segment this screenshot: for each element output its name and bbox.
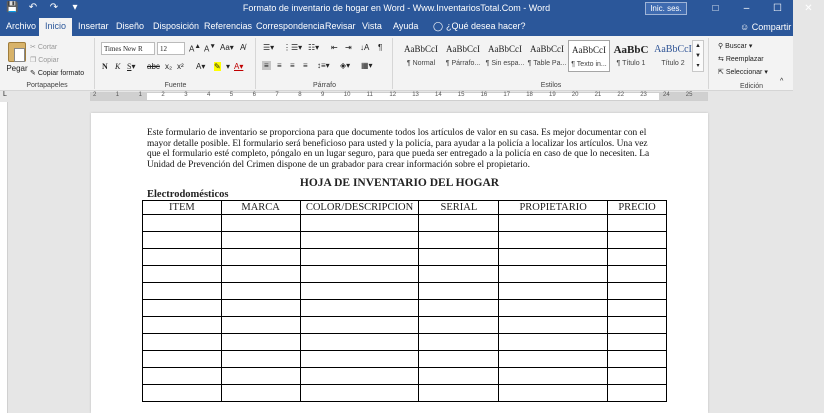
style-titulo-2[interactable]: AaBbCcI Título 2 [654,44,692,67]
styles-scroll[interactable] [692,40,704,72]
table-cell[interactable] [300,249,419,266]
table-cell[interactable] [499,300,608,317]
ruler-number: 25 [685,92,693,98]
column-header-item[interactable]: ITEM [143,201,222,215]
tab-referencias[interactable]: Referencias [204,21,253,31]
table-cell[interactable] [608,266,667,283]
tab-selector-icon[interactable]: L [3,91,7,98]
ruler-number: 2 [161,92,165,98]
table-cell[interactable] [300,317,419,334]
grow-font-icon[interactable]: A▲ [189,43,201,54]
table-cell[interactable] [143,232,222,249]
search-icon: ⚲ [718,43,726,50]
strikethrough-icon[interactable]: abc [147,62,160,71]
table-cell[interactable] [143,215,222,232]
table-cell[interactable] [499,232,608,249]
italic-icon[interactable]: K [115,62,121,71]
table-cell[interactable] [608,249,667,266]
chevron-down-icon[interactable]: ▼ [695,53,701,59]
redo-icon[interactable]: ↷ [49,2,59,13]
table-cell[interactable] [300,385,419,402]
table-cell[interactable] [221,232,300,249]
close-button[interactable]: ✕ [804,3,813,14]
intro-paragraph[interactable]: Este formulario de inventario se proporciona para que documente todos los artículos de valor en su casa. Es mejor documentar con el mayor detalle posible. El formulario será beneficioso para usted y la policía, para ayudar a la policía a localizar los artículos. Una vez que el formulario esté completo, póngalo en un lugar seguro, para que pueda ser entregado a la policía en caso de que lo necesiten. La Unidad de Prevención del Crimen dispone de un grabador para crear información sobre el propietario. [147,128,650,170]
table-cell[interactable] [221,215,300,232]
table-row [143,266,667,283]
ruler-number: 17 [503,92,511,98]
bold-icon[interactable]: N [102,62,108,71]
editing-group [718,40,768,79]
share-button[interactable]: ☺ Compartir [740,22,792,32]
table-row [143,317,667,334]
find-button[interactable]: ⚲ Buscar ▾ [718,43,753,50]
save-icon[interactable]: 💾 [6,2,19,13]
table-cell[interactable] [221,368,300,385]
underline-icon[interactable]: S▾ [127,62,136,71]
table-cell[interactable] [143,266,222,283]
style-table-paragraph[interactable]: AaBbCcI ¶ Table Pa... [527,44,567,67]
table-cell[interactable] [143,300,222,317]
table-row [143,300,667,317]
table-cell[interactable] [143,368,222,385]
table-cell[interactable] [499,368,608,385]
table-cell[interactable] [300,215,419,232]
numbering-icon[interactable]: ⋮☰▾ [283,43,303,52]
highlight-dropdown-icon[interactable]: ▾ [226,62,231,71]
ruler-number: 5 [229,92,234,98]
shrink-font-icon[interactable]: A▼ [204,43,216,54]
borders-icon[interactable]: ▦▾ [361,61,373,70]
highlight-icon[interactable]: ✎ [214,62,221,71]
table-cell[interactable] [300,283,419,300]
clear-formatting-icon[interactable]: A̸ [240,43,246,52]
table-cell[interactable] [221,385,300,402]
vertical-ruler[interactable] [0,102,8,413]
paste-button[interactable]: Pegar [6,42,28,73]
paragraph-group [257,38,393,89]
table-cell[interactable] [221,249,300,266]
table-cell[interactable] [221,317,300,334]
table-cell[interactable] [419,283,499,300]
table-cell[interactable] [221,300,300,317]
subscript-icon[interactable]: x₂ [165,62,173,71]
table-cell[interactable] [300,300,419,317]
sign-in-button[interactable]: Inic. ses. [645,2,687,15]
table-cell[interactable] [499,215,608,232]
tab-revisar[interactable]: Revisar [325,21,356,31]
table-cell[interactable] [300,266,419,283]
replace-button[interactable]: ⇆ Reemplazar [718,56,764,63]
table-cell[interactable] [499,351,608,368]
table-cell[interactable] [419,334,499,351]
editing-group-label: Edición [740,83,763,90]
shading-icon[interactable]: ◈▾ [340,61,351,70]
column-header-precio[interactable]: PRECIO [608,201,667,215]
table-cell[interactable] [221,283,300,300]
table-header-row [143,201,667,215]
table-cell[interactable] [419,317,499,334]
table-cell[interactable] [300,368,419,385]
decrease-indent-icon[interactable]: ⇤ [331,43,338,52]
document-page[interactable] [91,113,708,413]
clipboard-group-label: Portapapeles [26,82,68,89]
person-icon: ☺ [740,22,752,32]
table-cell[interactable] [419,249,499,266]
tab-correspondencia[interactable]: Correspondencia [256,21,325,31]
table-cell[interactable] [143,351,222,368]
ruler-number: 16 [480,92,488,98]
ruler-number: 19 [549,92,556,98]
section-heading[interactable]: Electrodomésticos [147,189,229,200]
multilevel-list-icon[interactable]: ☷▾ [308,43,320,52]
table-cell[interactable] [143,334,222,351]
replace-icon: ⇆ [718,56,726,63]
table-cell[interactable] [419,351,499,368]
justify-icon[interactable]: ≡ [303,61,308,70]
font-size-box[interactable]: 12 [157,42,185,55]
cursor-icon: ⇱ [718,69,726,76]
table-row [143,283,667,300]
horizontal-ruler[interactable] [90,92,708,101]
styles-gallery [400,40,706,72]
paragraph-group-label: Párrafo [313,82,336,89]
clipboard-group [0,38,95,89]
tab-diseno[interactable]: Diseño [116,21,145,31]
ruler-number: 7 [275,92,279,98]
ribbon-tabs [0,18,793,36]
ruler-number: 23 [640,92,647,98]
ribbon-display-options-icon[interactable]: □ [712,3,719,14]
ruler-number: 11 [366,92,373,98]
text-effects-icon[interactable]: A▾ [196,62,206,71]
cut-button[interactable]: ✂ Cortar [30,44,58,51]
style-normal[interactable]: AaBbCcI ¶ Normal [404,44,438,67]
change-case-icon[interactable]: Aa▾ [220,43,234,52]
clipboard-icon [8,42,26,62]
table-cell[interactable] [419,232,499,249]
table-cell[interactable] [499,283,608,300]
font-color-icon[interactable]: A▾ [234,62,244,71]
table-row [143,368,667,385]
table-cell[interactable] [419,385,499,402]
copy-button[interactable]: ❐ Copiar [30,57,59,64]
tab-inicio[interactable]: Inicio [39,18,72,36]
ruler-number: 1 [115,92,120,98]
column-header-propietario[interactable]: PROPIETARIO [499,201,608,215]
table-cell[interactable] [499,385,608,402]
maximize-button[interactable]: ☐ [773,3,782,14]
table-cell[interactable] [499,317,608,334]
show-marks-icon[interactable]: ¶ [378,43,383,52]
chevron-up-icon[interactable]: ▲ [695,43,701,49]
format-painter-button[interactable]: ✎ Copiar formato [30,70,85,77]
ruler-number: 8 [298,92,302,98]
table-cell[interactable] [419,300,499,317]
document-heading[interactable]: HOJA DE INVENTARIO DEL HOGAR [299,177,500,189]
tab-insertar[interactable]: Insertar [78,21,109,31]
table-cell[interactable] [143,249,222,266]
ruler-number: 12 [389,92,397,98]
table-cell[interactable] [143,283,222,300]
sort-icon[interactable]: ↓A [360,43,370,52]
table-cell[interactable] [221,266,300,283]
font-group-label: Fuente [164,82,187,89]
table-cell[interactable] [143,385,222,402]
column-header-marca[interactable]: MARCA [221,201,300,215]
font-name-box[interactable]: Times New R [101,42,155,55]
ruler-number: 3 [184,92,188,98]
table-cell[interactable] [499,334,608,351]
ruler-number: 10 [343,92,351,98]
style-texto-independiente[interactable]: AaBbCcI ¶ Texto in... [568,40,610,72]
horizontal-ruler-row [0,91,793,102]
table-cell[interactable] [499,249,608,266]
ruler-number: 20 [571,92,579,98]
ruler-number: 22 [617,92,625,98]
minimize-button[interactable]: – [743,3,750,14]
ruler-number: 15 [457,92,465,98]
font-group [96,38,256,89]
table-cell[interactable] [419,266,499,283]
table-cell[interactable] [608,385,667,402]
line-spacing-icon[interactable]: ↕≡▾ [317,61,330,70]
lightbulb-icon: ◯ [433,21,444,31]
table-cell[interactable] [608,300,667,317]
table-cell[interactable] [608,215,667,232]
style-titulo-1[interactable]: AaBbC ¶ Título 1 [613,44,649,67]
tab-disposicion[interactable]: Disposición [153,21,200,31]
table-cell[interactable] [608,351,667,368]
superscript-icon[interactable]: x² [177,62,184,71]
table-cell[interactable] [608,317,667,334]
ruler-number: 13 [412,92,419,98]
table-cell[interactable] [608,283,667,300]
undo-icon[interactable]: ↶ [28,2,38,13]
ruler-number: 2 [93,92,97,98]
ruler-number: 24 [663,92,670,98]
table-cell[interactable] [221,351,300,368]
table-cell[interactable] [608,334,667,351]
tab-ayuda[interactable]: Ayuda [393,21,419,31]
tell-me-box[interactable]: ¿Qué desea hacer? [446,21,526,31]
table-cell[interactable] [419,215,499,232]
table-cell[interactable] [300,351,419,368]
align-center-icon[interactable]: ≡ [277,61,282,70]
ruler-number: 18 [526,92,533,98]
column-header-color-descripcion[interactable]: COLOR/DESCRIPCION [300,201,419,215]
table-cell[interactable] [608,232,667,249]
table-row [143,385,667,402]
collapse-ribbon-icon[interactable]: ^ [780,78,784,85]
ruler-number: 6 [252,92,256,98]
tab-archivo[interactable]: Archivo [6,21,37,31]
ribbon [0,36,793,91]
more-styles-icon[interactable]: ▾ [696,63,700,69]
column-header-serial[interactable]: SERIAL [419,201,499,215]
styles-group-label: Estilos [540,82,562,89]
inventory-table[interactable] [142,200,667,402]
table-row [143,351,667,368]
align-right-icon[interactable]: ≡ [290,61,295,70]
title-bar [0,0,813,18]
paintbrush-icon: ✎ [30,70,38,77]
table-cell[interactable] [300,232,419,249]
table-cell[interactable] [419,368,499,385]
table-row [143,232,667,249]
quick-access-toolbar [6,2,81,13]
table-row [143,249,667,266]
table-cell[interactable] [143,317,222,334]
table-cell[interactable] [499,266,608,283]
ruler-number: 9 [321,92,325,98]
style-parrafo[interactable]: AaBbCcI ¶ Párrafo... [445,44,481,67]
window-title: Formato de inventario de hogar en Word - Www.InventariosTotal.Com - Word [242,3,551,13]
ruler-number: 14 [435,92,442,98]
ruler-number: 4 [207,92,211,98]
ruler-number: 1 [138,92,142,98]
bullets-icon[interactable]: ☰▾ [263,43,275,52]
customize-qat-icon[interactable]: ▾ [72,2,78,13]
tab-vista[interactable]: Vista [362,21,382,31]
table-row [143,215,667,232]
align-left-icon[interactable]: ≡ [264,61,269,70]
increase-indent-icon[interactable]: ⇥ [345,43,352,52]
style-sin-espaciado[interactable]: AaBbCcI ¶ Sin espa... [485,44,525,67]
ruler-number: 21 [594,92,602,98]
table-cell[interactable] [221,334,300,351]
copy-icon: ❐ [30,57,39,64]
table-cell[interactable] [300,334,419,351]
table-row [143,334,667,351]
scissors-icon: ✂ [30,44,38,51]
table-cell[interactable] [608,368,667,385]
select-button[interactable]: ⇱ Seleccionar ▾ [718,69,768,76]
